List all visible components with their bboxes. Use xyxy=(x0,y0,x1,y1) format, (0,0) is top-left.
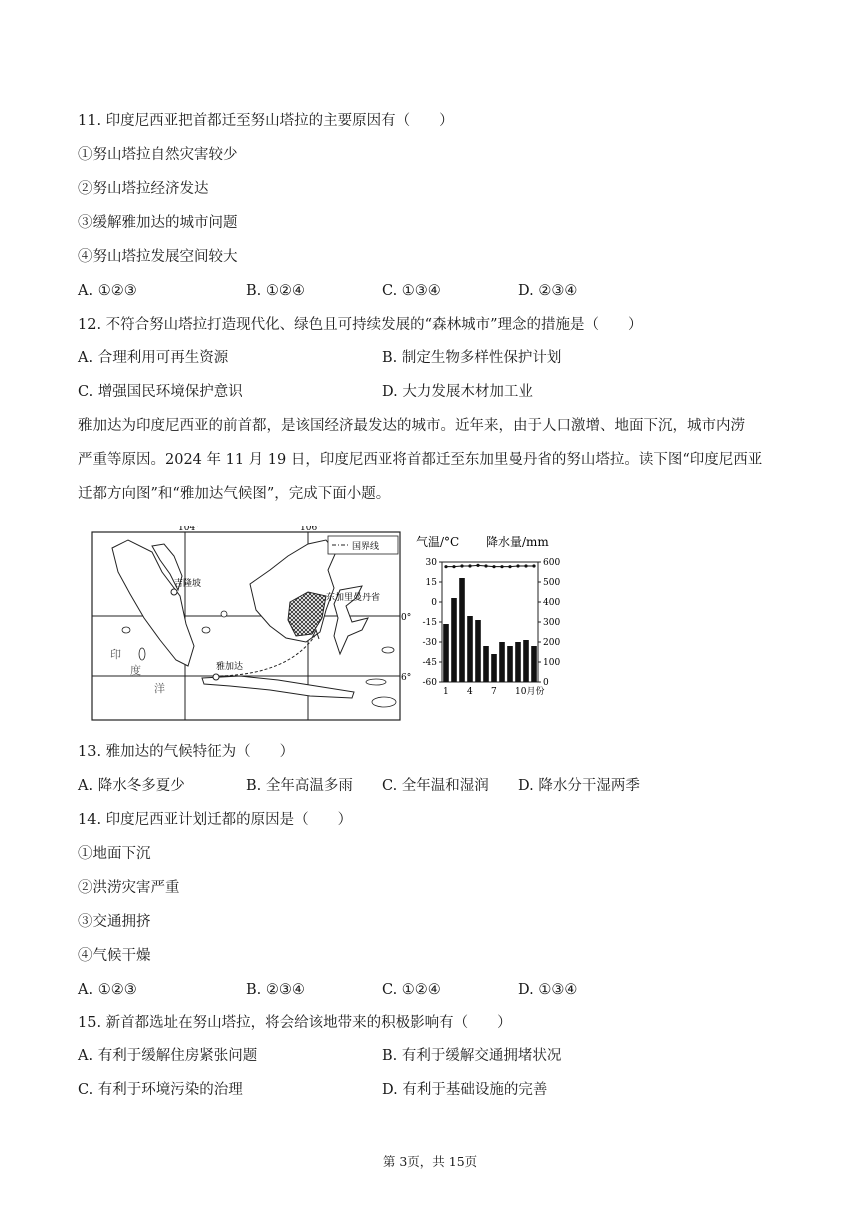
temp-axis-label: 气温/°C xyxy=(416,535,460,549)
indonesia-map xyxy=(92,526,411,720)
q15-option-a: A. 有利于缓解住房紧张问题 xyxy=(78,1048,258,1064)
temp-point xyxy=(452,565,455,568)
precip-tick-label: 600 xyxy=(543,558,561,568)
precip-tick-label: 200 xyxy=(543,638,561,648)
precip-tick-label: 0 xyxy=(543,678,549,688)
precip-bar xyxy=(491,654,497,682)
island-shape xyxy=(202,627,210,633)
place-kuala-lumpur: 吉隆坡 xyxy=(174,579,202,589)
q11-option-a: A. ①②③ xyxy=(78,283,137,299)
temp-point xyxy=(492,565,495,568)
month-tick-label: 1 xyxy=(443,687,449,697)
q13-option-b: B. 全年高温多雨 xyxy=(246,778,353,794)
month-tick-label: 10月份 xyxy=(515,687,545,697)
q14-option-d: D. ①③④ xyxy=(518,982,578,998)
q11-option-d: D. ②③④ xyxy=(518,283,578,299)
precip-bar xyxy=(531,646,537,682)
q12-option-a: A. 合理利用可再生资源 xyxy=(78,350,229,366)
temp-tick-label: -30 xyxy=(422,638,437,648)
island-shape xyxy=(366,679,386,685)
sea-label-2: 度 xyxy=(130,664,141,677)
q11-item-3: ③缓解雅加达的城市问题 xyxy=(78,215,238,231)
q13-option-a: A. 降水冬多夏少 xyxy=(78,778,185,794)
q13-option-c: C. 全年温和湿润 xyxy=(382,778,489,794)
temp-tick-label: 30 xyxy=(425,558,437,568)
q11-option-b: B. ①②④ xyxy=(246,283,305,299)
figure xyxy=(90,526,590,722)
page-footer: 第 3页，共 15页 xyxy=(382,1154,478,1169)
temp-point xyxy=(476,564,479,567)
precip-tick-label: 500 xyxy=(543,578,561,588)
temp-point xyxy=(524,564,527,567)
temp-point xyxy=(516,564,519,567)
temp-point xyxy=(500,565,503,568)
island-shape xyxy=(382,647,394,653)
q14-stem: 14. 印度尼西亚计划迁都的原因是（ ） xyxy=(78,812,353,828)
precip-bar xyxy=(459,578,465,682)
passage-line-1: 雅加达为印度尼西亚的前首都，是该国经济最发达的城市。近年来，由于人口激增、地面下沉，城市内涝 xyxy=(78,418,745,434)
jakarta-marker xyxy=(213,674,219,680)
precip-bar xyxy=(467,616,473,682)
lon-label-106: 106° xyxy=(300,526,322,533)
q14-option-c: C. ①②④ xyxy=(382,982,441,998)
passage-line-3: 迁都方向图”和“雅加达气候图”，完成下面小题。 xyxy=(78,486,391,502)
q11-option-c: C. ①③④ xyxy=(382,283,441,299)
kuala-lumpur-marker xyxy=(171,589,177,595)
precip-bar xyxy=(523,640,529,682)
precip-bar xyxy=(443,624,449,682)
lat-label-0: 0° xyxy=(401,613,412,623)
lat-label-6: 6° xyxy=(401,673,412,683)
q14-item-3: ③交通拥挤 xyxy=(78,914,151,930)
precip-bar xyxy=(475,620,481,682)
precip-tick-label: 100 xyxy=(543,658,561,668)
sea-label-1: 印 xyxy=(110,648,121,661)
q15-option-c: C. 有利于环境污染的治理 xyxy=(78,1082,243,1098)
q11-item-2: ②努山塔拉经济发达 xyxy=(78,181,209,197)
island-shape xyxy=(122,627,130,633)
q15-option-d: D. 有利于基础设施的完善 xyxy=(382,1082,548,1098)
precip-bar xyxy=(483,646,489,682)
place-east-kalimantan: 东加里曼丹省 xyxy=(326,593,381,603)
q15-option-b: B. 有利于缓解交通拥堵状况 xyxy=(382,1048,562,1064)
q12-option-c: C. 增强国民环境保护意识 xyxy=(78,384,243,400)
temp-point xyxy=(508,565,511,568)
q12-option-b: B. 制定生物多样性保护计划 xyxy=(382,350,562,366)
temp-point xyxy=(444,565,447,568)
q14-item-4: ④气候干燥 xyxy=(78,948,151,964)
precip-bar xyxy=(515,642,521,682)
temp-tick-label: 15 xyxy=(425,578,437,588)
figure-svg xyxy=(90,526,590,722)
temp-point xyxy=(468,564,471,567)
month-tick-label: 4 xyxy=(467,687,473,697)
temp-point xyxy=(460,564,463,567)
precip-tick-label: 400 xyxy=(543,598,561,608)
temp-tick-label: -60 xyxy=(422,678,437,688)
lon-label-104: 104° xyxy=(178,526,200,533)
sea-label-3: 洋 xyxy=(154,682,165,695)
temp-point xyxy=(484,564,487,567)
q11-item-4: ④努山塔拉发展空间较大 xyxy=(78,249,238,265)
q13-option-d: D. 降水分干湿两季 xyxy=(518,778,640,794)
q14-item-1: ①地面下沉 xyxy=(78,846,151,862)
q13-stem: 13. 雅加达的气候特征为（ ） xyxy=(78,744,295,760)
q12-option-d: D. 大力发展木材加工业 xyxy=(382,384,533,400)
q11-item-1: ①努山塔拉自然灾害较少 xyxy=(78,147,238,163)
q14-item-2: ②洪涝灾害严重 xyxy=(78,880,180,896)
precip-bar xyxy=(451,598,457,682)
island-shape xyxy=(221,611,227,617)
q12-stem: 12. 不符合努山塔拉打造现代化、绿色且可持续发展的“森林城市”理念的措施是（ ） xyxy=(78,317,643,333)
temp-tick-label: -45 xyxy=(422,658,437,668)
q14-option-b: B. ②③④ xyxy=(246,982,305,998)
temp-point xyxy=(532,564,535,567)
precip-bar xyxy=(499,642,505,682)
precip-tick-label: 300 xyxy=(543,618,561,628)
island-shape xyxy=(372,697,396,707)
q11-stem: 11. 印度尼西亚把首都迁至努山塔拉的主要原因有（ ） xyxy=(78,113,454,129)
month-tick-label: 7 xyxy=(491,687,497,697)
island-shape xyxy=(139,648,145,660)
precip-bar xyxy=(507,646,513,682)
temp-tick-label: -15 xyxy=(422,618,437,628)
q15-stem: 15. 新首都选址在努山塔拉，将会给该地带来的积极影响有（ ） xyxy=(78,1015,512,1031)
passage-line-2: 严重等原因。2024 年 11 月 19 日，印度尼西亚将首都迁至东加里曼丹省的努山塔拉。读下图“印度尼西亚 xyxy=(78,452,763,468)
climate-chart xyxy=(416,534,560,697)
temp-tick-label: 0 xyxy=(431,598,437,608)
legend-label: 国界线 xyxy=(352,542,380,552)
place-jakarta: 雅加达 xyxy=(216,662,244,672)
precip-axis-label: 降水量/mm xyxy=(486,535,549,549)
q14-option-a: A. ①②③ xyxy=(78,982,137,998)
